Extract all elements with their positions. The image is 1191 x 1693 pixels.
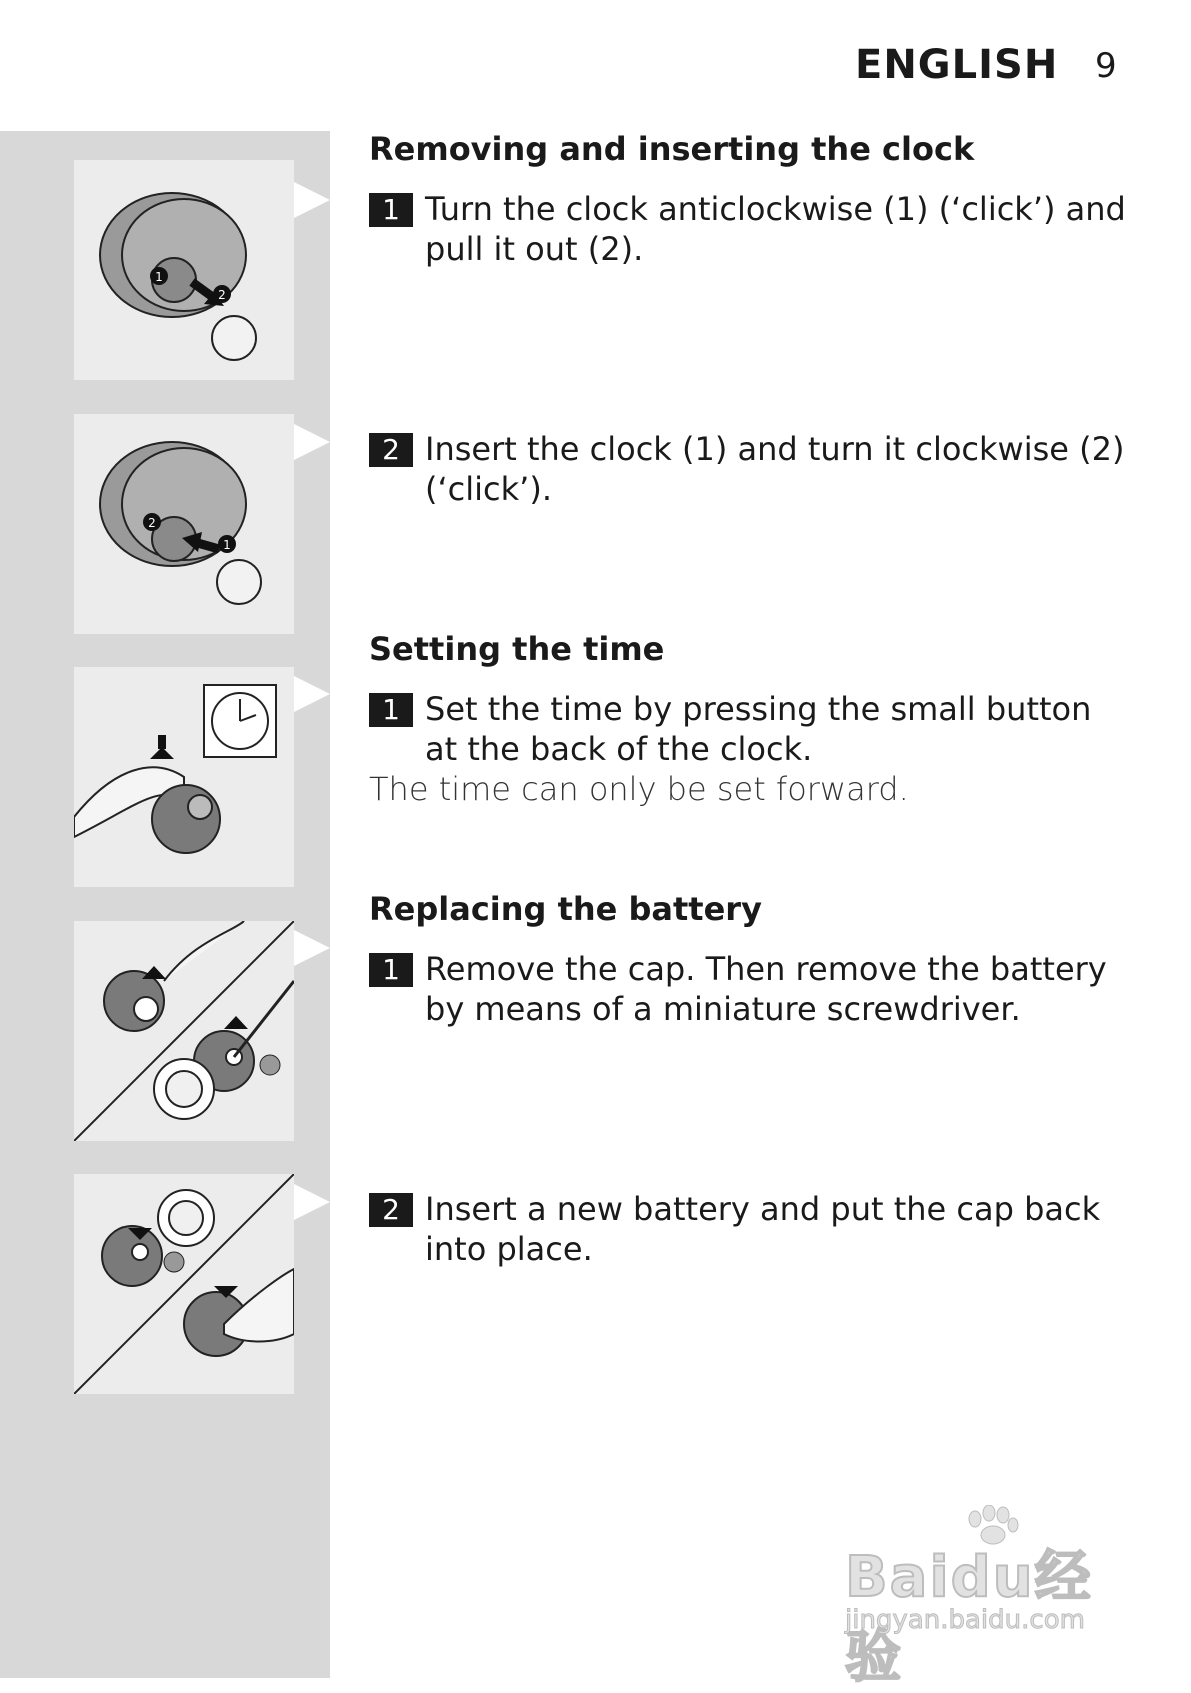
- note-text: The time can only be set forward.: [369, 770, 909, 808]
- page-number: 9: [1095, 46, 1117, 86]
- heading-setting-time: Setting the time: [369, 630, 665, 668]
- panel-pointer: [294, 930, 330, 966]
- illustration-set-time: [74, 667, 294, 887]
- label-two: 2: [218, 288, 226, 302]
- watermark-brand: Baidu经验: [845, 1545, 1093, 1690]
- step-time-1: [369, 689, 1129, 769]
- step-number-badge: 1: [369, 193, 413, 227]
- step-text: Insert the clock (1) and turn it clockwise (2) (‘click’).: [425, 430, 1125, 508]
- watermark-url: jingyan.baidu.com: [845, 1605, 1085, 1635]
- heading-replacing-battery: Replacing the battery: [369, 890, 762, 928]
- step-text: Insert a new battery and put the cap back into place.: [425, 1190, 1101, 1268]
- step-number-badge: 2: [369, 433, 413, 467]
- section-language-label: ENGLISH: [855, 42, 1059, 88]
- step-clock-2: [369, 429, 1129, 509]
- step-text: Turn the clock anticlockwise (1) (‘click’) and pull it out (2).: [425, 190, 1126, 268]
- illustration-remove-battery: [74, 921, 294, 1141]
- illustration-insert-clock: [74, 414, 294, 634]
- step-battery-2: [369, 1189, 1129, 1269]
- watermark: [845, 1505, 1125, 1690]
- panel-pointer: [294, 182, 330, 218]
- step-number-badge: 1: [369, 693, 413, 727]
- label-one: 1: [223, 538, 231, 552]
- illustration-insert-battery: [74, 1174, 294, 1394]
- label-one: 1: [155, 270, 163, 284]
- panel-pointer: [294, 676, 330, 712]
- step-text: Remove the cap. Then remove the battery by means of a miniature screwdriver.: [425, 950, 1107, 1028]
- step-battery-1: [369, 949, 1129, 1029]
- step-clock-1: [369, 189, 1129, 269]
- panel-pointer: [294, 424, 330, 460]
- panel-pointer: [294, 1184, 330, 1220]
- step-number-badge: 2: [369, 1193, 413, 1227]
- step-text: Set the time by pressing the small button at the back of the clock.: [425, 690, 1092, 768]
- label-two: 2: [148, 516, 156, 530]
- step-number-badge: 1: [369, 953, 413, 987]
- illustration-remove-clock: [74, 160, 294, 380]
- heading-clock: Removing and inserting the clock: [369, 130, 975, 168]
